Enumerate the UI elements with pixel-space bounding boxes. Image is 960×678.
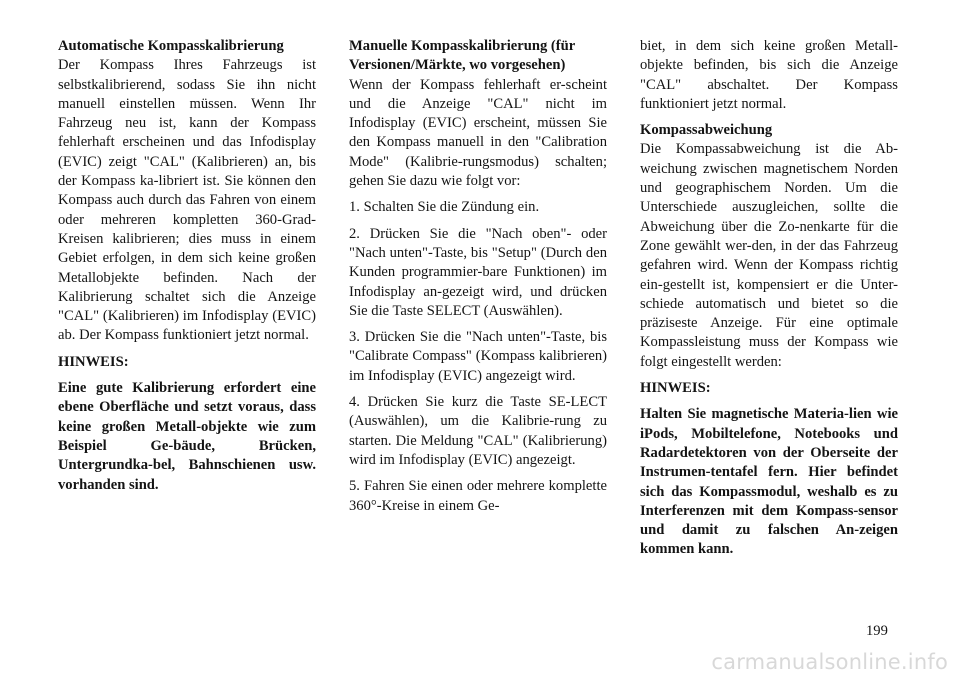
step-4: 4. Drücken Sie kurz die Taste SE-LECT (Auswählen), um die Kalibrie-rung zu starten. Die Meldung "CAL" (Kalibrierung) wird im Infodisplay (EVIC) angezeigt. (349, 394, 607, 468)
paragraph-compass-variance: Die Kompassabweichung ist die Ab-weichung zwischen magnetischem Norden und geographischem Norden. Um die Unterschiede auszugleichen, sollte die Abweichung über die Zo-nenkarte für die Zone gewählt wer-den, in der das Fahrzeug gefahren wird. Wenn der Kompass richtig ein-gestellt ist, kompensiert er die Unter-schiede automatisch und bietet so die präziseste Anzeige. Für eine optimale Kompassleistung muss der Kompass wie folgt eingestellt werden: (640, 141, 898, 370)
column-2 (349, 37, 607, 523)
column-3 (640, 37, 898, 567)
watermark: carmanualsonline.info (711, 650, 948, 674)
section-heading-auto-calibration: Automatische Kompasskalibrierung (58, 38, 284, 54)
section-heading-compass-variance: Kompassabweichung (640, 122, 773, 139)
note-label: HINWEIS: (640, 380, 711, 397)
column-1 (58, 37, 316, 502)
note-text: Eine gute Kalibrierung erfordert eine ebene Oberfläche und setzt voraus, dass keine großen Metall-objekte wie zum Beispiel Ge-bäude, Brücken, Untergrundka-bel, Bahnschienen usw. vorhanden sind. (58, 380, 316, 493)
step-5: 5. Fahren Sie einen oder mehrere komplette 360°-Kreise in einem Ge- (349, 478, 607, 514)
paragraph-continuation: biet, in dem sich keine großen Metall-objekte befinden, bis sich die Anzeige "CAL" abschaltet. Der Kompass funktioniert jetzt normal. (640, 38, 898, 112)
step-3: 3. Drücken Sie die "Nach unten"-Taste, bis "Calibrate Compass" (Kompass kalibrieren) im Infodisplay (EVIC) angezeigt wird. (349, 329, 607, 384)
note-text: Halten Sie magnetische Materia-lien wie iPods, Mobiltelefone, Notebooks und Radardetektoren von der Oberseite der Instrumen-tentafel fern. Hier befindet sich das Kompassmodul, weshalb es zu Interferenzen mit dem Kompass-sensor und damit zu falschen An-zeigen kommen kann. (640, 406, 898, 558)
page-number: 199 (866, 623, 888, 639)
note-label: HINWEIS: (58, 353, 129, 370)
step-2: 2. Drücken Sie die "Nach oben"- oder "Nach unten"-Taste, bis "Setup" (Durch den Kunden programmier-bare Funktionen) im Infodisplay an-gezeigt wird, und drücken Sie die Taste SELECT (Auswählen). (349, 225, 607, 319)
paragraph-manual-intro: Wenn der Kompass fehlerhaft er-scheint und die Anzeige "CAL" nicht im Infodisplay (EVIC) erscheint, müssen Sie den Kompass manuell in den "Calibration Mode" (Kalibrie-rungsmodus) schalten; gehen Sie dazu wie folgt vor: (349, 76, 607, 190)
step-1: 1. Schalten Sie die Zündung ein. (349, 199, 540, 216)
section-heading-manual-calibration: Manuelle Kompasskalibrierung (für Versionen/Märkte, wo vorgesehen) (349, 38, 575, 74)
paragraph-auto-calibration: Der Kompass Ihres Fahrzeugs ist selbstkalibrierend, sodass Sie ihn nicht manuell einstellen müssen. Wenn Ihr Fahrzeug neu ist, kann der Kompass fehlerhaft erscheinen und das Infodisplay (EVIC) zeigt "CAL" (Kalibrieren) an, bis der Kompass ka-libriert ist. Sie können den Kompass auch durch das Fahren von einem oder mehreren kompletten 360-Grad-Kreisen kalibrieren; dies muss in einem Gebiet erfolgen, in dem sich keine großen Metallobjekte befinden. Nach der Kalibrierung schaltet sich die Anzeige "CAL" (Kalibrieren) im Infodisplay (EVIC) ab. Der Kompass funktioniert jetzt normal. (58, 57, 316, 344)
